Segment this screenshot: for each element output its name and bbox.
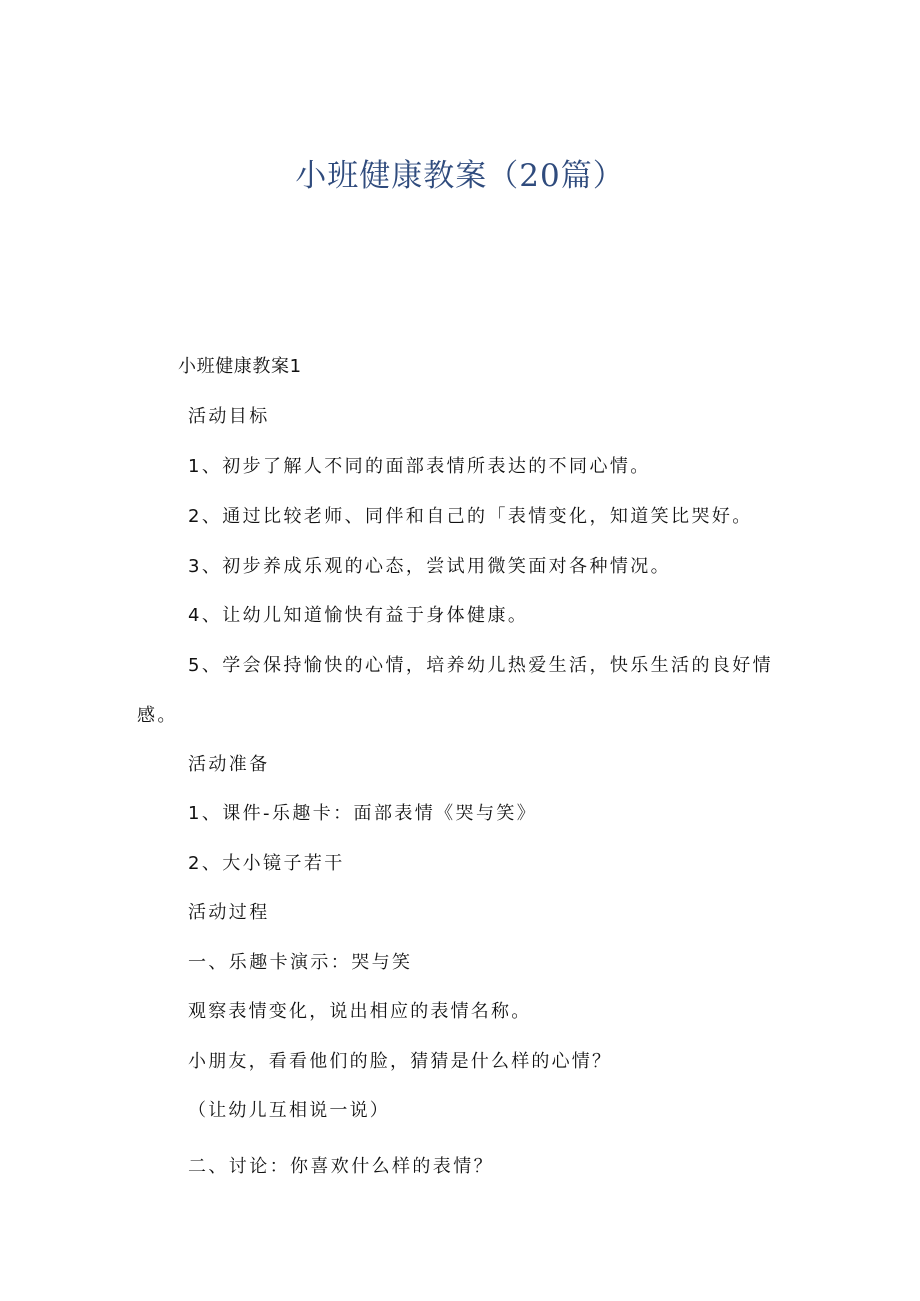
goal-item-3: 3、初步养成乐观的心态，尝试用微笑面对各种情况。 xyxy=(188,556,672,577)
process-text-2: 小朋友，看看他们的脸，猜猜是什么样的心情？ xyxy=(188,1051,613,1072)
process-step-2: 二、讨论：你喜欢什么样的表情？ xyxy=(188,1156,494,1177)
process-text-1: 观察表情变化，说出相应的表情名称。 xyxy=(188,1001,532,1022)
process-text-3: （让幼儿互相说一说） xyxy=(188,1100,390,1121)
goal-item-2: 2、通过比较老师、同伴和自己的「表情变化，知道笑比哭好。 xyxy=(188,506,753,527)
goal-item-4: 4、让幼儿知道愉快有益于身体健康。 xyxy=(188,605,529,626)
subheading-process: 活动过程 xyxy=(188,902,270,923)
goal-item-5-cont: 感。 xyxy=(137,705,178,726)
document-title: 小班健康教案（20篇） xyxy=(295,158,625,194)
prep-item-2: 2、大小镜子若干 xyxy=(188,853,345,874)
goal-item-1: 1、初步了解人不同的面部表情所表达的不同心情。 xyxy=(188,456,651,477)
process-step-1: 一、乐趣卡演示：哭与笑 xyxy=(188,952,413,973)
prep-item-1: 1、课件-乐趣卡：面部表情《哭与笑》 xyxy=(188,803,538,824)
goal-item-5: 5、学会保持愉快的心情，培养幼儿热爱生活，快乐生活的良好情 xyxy=(188,655,774,676)
subheading-goals: 活动目标 xyxy=(188,406,270,427)
section-heading: 小班健康教案1 xyxy=(178,356,302,377)
subheading-prep: 活动准备 xyxy=(188,754,270,775)
